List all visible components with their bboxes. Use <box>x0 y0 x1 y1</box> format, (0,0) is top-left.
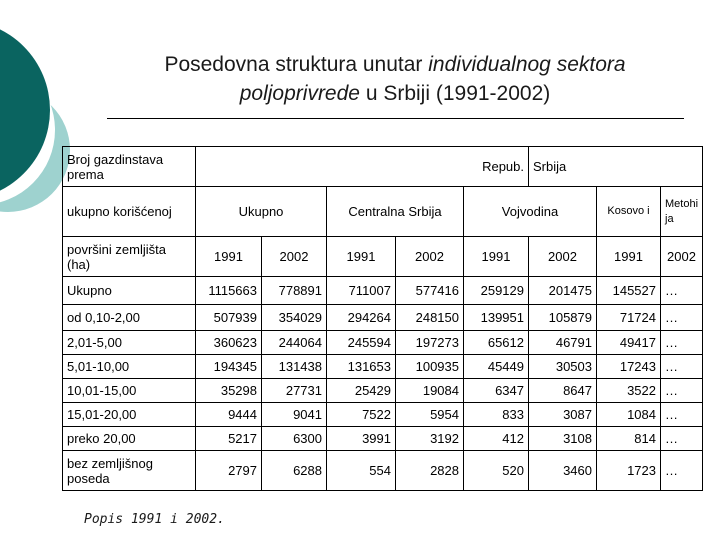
table-cell: 360623 <box>196 331 262 355</box>
table-cell: 201475 <box>529 277 597 305</box>
table-cell: 833 <box>464 403 529 427</box>
table-row <box>63 403 703 427</box>
year-header: 2002 <box>529 237 597 277</box>
table-row <box>63 427 703 451</box>
table-cell: … <box>661 451 703 491</box>
table-cell: … <box>661 331 703 355</box>
table-cell: 354029 <box>262 305 327 331</box>
table-cell: … <box>661 277 703 305</box>
table-row <box>63 331 703 355</box>
row-label: preko 20,00 <box>63 427 196 451</box>
table-cell: … <box>661 355 703 379</box>
title-text: u Srbiji (1991-2002) <box>359 82 551 105</box>
table-cell: 2797 <box>196 451 262 491</box>
title-divider <box>107 118 684 119</box>
table-cell: 3991 <box>327 427 396 451</box>
table-cell: 1084 <box>597 403 661 427</box>
table-cell: 194345 <box>196 355 262 379</box>
table-cell: 65612 <box>464 331 529 355</box>
data-table <box>62 146 703 491</box>
table-cell: 412 <box>464 427 529 451</box>
header-centralna-srbija: Centralna Srbija <box>327 187 464 237</box>
table-row <box>63 355 703 379</box>
table-row <box>63 451 703 491</box>
header-srbija: Srbija <box>529 147 703 187</box>
row-label: od 0,10-2,00 <box>63 305 196 331</box>
year-header: 1991 <box>464 237 529 277</box>
table-cell: 25429 <box>327 379 396 403</box>
year-header: 1991 <box>327 237 396 277</box>
table-row <box>63 277 703 305</box>
row-label: bez zemljišnog poseda <box>63 451 196 491</box>
year-header: 2002 <box>661 237 703 277</box>
year-header: 1991 <box>196 237 262 277</box>
table-cell: 294264 <box>327 305 396 331</box>
table-cell: 577416 <box>396 277 464 305</box>
table-cell: 27731 <box>262 379 327 403</box>
header-ukupno: Ukupno <box>196 187 327 237</box>
table-cell: 6347 <box>464 379 529 403</box>
row-label: 2,01-5,00 <box>63 331 196 355</box>
page-title <box>100 50 690 108</box>
table-row <box>63 305 703 331</box>
table-cell: 3087 <box>529 403 597 427</box>
table-cell: 3460 <box>529 451 597 491</box>
row-label: 15,01-20,00 <box>63 403 196 427</box>
table-cell: 6288 <box>262 451 327 491</box>
year-header: 1991 <box>597 237 661 277</box>
table-cell: 5954 <box>396 403 464 427</box>
table-cell: 35298 <box>196 379 262 403</box>
table-cell: 9444 <box>196 403 262 427</box>
title-text: Posedovna struktura unutar <box>164 53 429 76</box>
row-label: Ukupno <box>63 277 196 305</box>
table-cell: 1723 <box>597 451 661 491</box>
table-cell: 19084 <box>396 379 464 403</box>
table-cell: 30503 <box>529 355 597 379</box>
header-vojvodina: Vojvodina <box>464 187 597 237</box>
table-cell: 507939 <box>196 305 262 331</box>
year-header: 2002 <box>262 237 327 277</box>
table-cell: 778891 <box>262 277 327 305</box>
table-cell: 49417 <box>597 331 661 355</box>
table-cell: … <box>661 305 703 331</box>
table-cell: 17243 <box>597 355 661 379</box>
table-cell: 2828 <box>396 451 464 491</box>
table-cell: … <box>661 379 703 403</box>
header-metohija: Metohi ja <box>661 187 703 237</box>
table-cell: 520 <box>464 451 529 491</box>
table-cell: 554 <box>327 451 396 491</box>
table-cell: 45449 <box>464 355 529 379</box>
table-cell: 244064 <box>262 331 327 355</box>
row-label: 5,01-10,00 <box>63 355 196 379</box>
table-cell: 9041 <box>262 403 327 427</box>
table-cell: 6300 <box>262 427 327 451</box>
table-cell: 105879 <box>529 305 597 331</box>
header-kosovo: Kosovo i <box>597 187 661 237</box>
header-label-2: ukupno korišćenoj <box>63 187 196 237</box>
table-cell: 245594 <box>327 331 396 355</box>
table-cell: 3192 <box>396 427 464 451</box>
title-italic: individualnog sektora <box>428 53 626 76</box>
source-note: Popis 1991 i 2002. <box>84 512 225 527</box>
table-cell: 8647 <box>529 379 597 403</box>
table-cell: 248150 <box>396 305 464 331</box>
table-cell: 100935 <box>396 355 464 379</box>
table-cell: 131438 <box>262 355 327 379</box>
table-cell: 46791 <box>529 331 597 355</box>
table-cell: 3522 <box>597 379 661 403</box>
table-cell: 5217 <box>196 427 262 451</box>
table-row <box>63 379 703 403</box>
table-cell: 139951 <box>464 305 529 331</box>
row-label: 10,01-15,00 <box>63 379 196 403</box>
title-italic: poljoprivrede <box>239 82 360 105</box>
table-cell: … <box>661 403 703 427</box>
header-label-1: Broj gazdinstava prema <box>63 147 196 187</box>
table-cell: 1115663 <box>196 277 262 305</box>
year-header: 2002 <box>396 237 464 277</box>
table-cell: 131653 <box>327 355 396 379</box>
table-cell: 7522 <box>327 403 396 427</box>
table-cell: 71724 <box>597 305 661 331</box>
table-cell: 814 <box>597 427 661 451</box>
header-repub: Repub. <box>196 147 529 187</box>
table-cell: … <box>661 427 703 451</box>
table-cell: 197273 <box>396 331 464 355</box>
table-cell: 3108 <box>529 427 597 451</box>
header-label-3: površini zemljišta (ha) <box>63 237 196 277</box>
table-cell: 259129 <box>464 277 529 305</box>
table-cell: 145527 <box>597 277 661 305</box>
table-cell: 711007 <box>327 277 396 305</box>
